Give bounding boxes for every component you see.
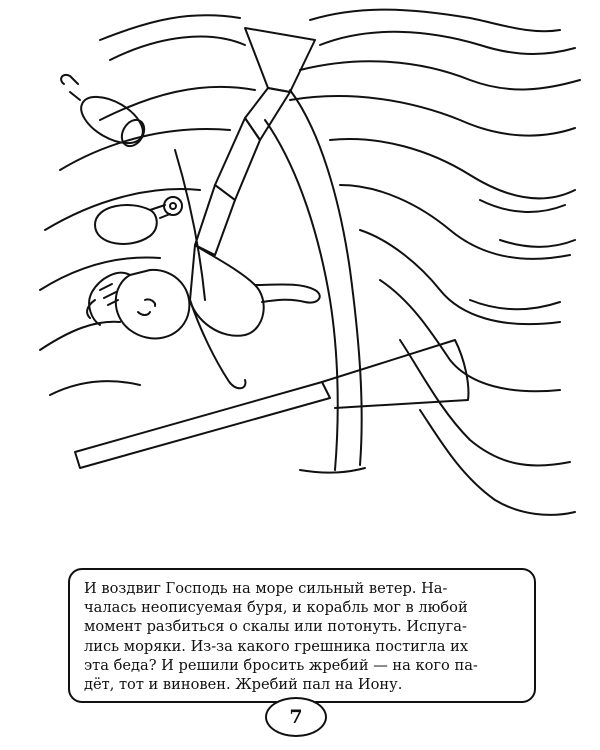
oar xyxy=(75,340,468,468)
caption-line: дёт, тот и виновен. Жребий пал на Иону. xyxy=(84,676,403,694)
falling-jug xyxy=(61,75,150,153)
caption-line: момент разбиться о скалы или потонуть. Испуга- xyxy=(84,618,467,636)
caption-line: лись моряки. Из-за какого грешника постигла их xyxy=(84,637,469,655)
jonah-figure xyxy=(87,28,320,388)
caption-box xyxy=(68,568,536,703)
falling-flask xyxy=(95,197,182,244)
caption-line: И воздвиг Господь на море сильный ветер. На- xyxy=(84,580,448,597)
page-number: 7 xyxy=(265,697,327,737)
caption-line: чалась неописуемая буря, и корабль мог в любой xyxy=(84,599,468,617)
caption-line: эта беда? И решили бросить жребий — на кого па- xyxy=(84,656,478,674)
